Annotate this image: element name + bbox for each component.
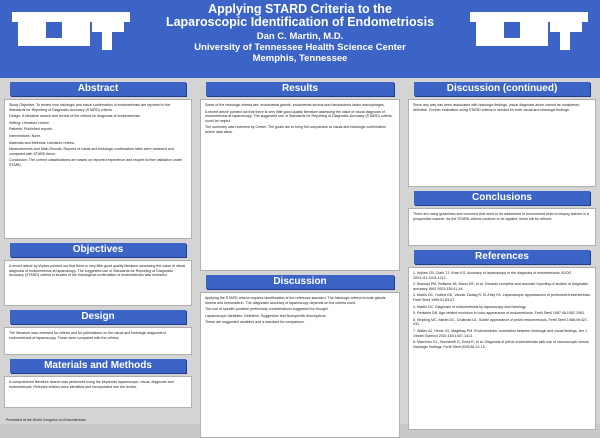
- discussion-para: The use of specific possible preliminary considerations suggested for thought.: [205, 307, 329, 312]
- poster-header: [0, 0, 600, 78]
- column-right: [408, 82, 596, 430]
- conclusions-panel: [408, 208, 596, 246]
- abstract-panel: [4, 99, 192, 239]
- author-name: Dan C. Martin, M.D.: [256, 31, 344, 42]
- references-panel: [408, 267, 596, 430]
- poster-footer: Presented at the World Congress on Endometriosis: [6, 418, 86, 422]
- abstract-para: Study Objective: To review how histologic and visual confirmation of endometriosis are reported in the Standards for Reporting of Diagnostic Accuracy (STARD) criteria.: [9, 103, 171, 112]
- reference-item: 1. Wykes CB, Clark TJ, Khan KS. Accuracy of laparoscopy in the diagnosis of endometriosis. BJOG 2004;111:1204-1212.: [413, 271, 572, 280]
- results-heading: Results: [206, 82, 394, 96]
- poster-title-line1: Applying STARD Criteria to the: [208, 2, 392, 16]
- discussion-heading: Discussion: [206, 275, 394, 289]
- abstract-para: Interventions: None.: [9, 133, 42, 138]
- abstract-para: Setting: Literature review.: [9, 120, 50, 125]
- abstract-para: Materials and Methods: Literature review.: [9, 140, 75, 145]
- conclusions-text: There are many guidelines and concerns that need to be addressed to recommend when to biopsy lesions in a prospective manner. As the STARD criteria continue to be applied, these will be refined.: [413, 212, 589, 221]
- reference-item: 6. Stripling MC, Martin DC, Chatman DL. Subtle appearance of pelvic endometriosis. Fertil Steril 1988;49:427-431.: [413, 317, 588, 327]
- results-para: Some of the histologic criteria are: endometrial glands, endometrial stroma and hemosiderin-laden macrophages.: [205, 103, 385, 107]
- materials-panel: [4, 376, 192, 408]
- abstract-para: Patients: Published reports.: [9, 127, 53, 132]
- objectives-heading: Objectives: [10, 243, 186, 257]
- design-panel: [4, 327, 192, 355]
- reference-item: 4. Martin DC. Diagnosis of endometriosis by laparoscopy and histology.: [413, 304, 527, 309]
- reference-item: 8. Marchino GL, Gennarelli G, Enria R, et al. Diagnosis of pelvic endometriosis with use of macroscopic versus histologic findings. Fertil Steril 2005;84:12-15.: [413, 340, 589, 349]
- conclusions-heading: Conclusions: [414, 191, 590, 205]
- poster-title-line2: Laparoscopic Identification of Endometriosis: [165, 15, 435, 29]
- abstract-para: Conclusion: The current classifications are based on reported experience and require further validation under STARD.: [9, 158, 183, 167]
- discussion-para: These are suggested variables and a standard for comparison.: [205, 320, 305, 325]
- discussion-panel: [200, 292, 400, 438]
- references-heading: References: [414, 250, 590, 264]
- column-middle: [200, 82, 400, 438]
- location: Memphis, Tennessee: [252, 53, 348, 64]
- discussion-continued-heading: Discussion (continued): [414, 82, 590, 96]
- column-left: [4, 82, 192, 408]
- reference-item: 2. Bossuyt PM, Reitsma JB, Bruns DE, et al. Towards complete and accurate reporting of studies of diagnostic accuracy. BMJ 2003;326:41-44.: [413, 282, 589, 291]
- discussion-continued-panel: [408, 99, 596, 187]
- reference-item: 7. Walter AJ, Hentz JG, Magtibay PM. Endometriosis: correlation between histologic and visual findings. Am J Obstet Gynecol 2001;184:1407-1413.: [413, 328, 587, 338]
- reference-item: 5. Redwine DB. Age-related evolution in color appearance of endometriosis. Fertil Steril 1987;48:1062-1063.: [413, 311, 586, 316]
- ut-logo-right: [470, 6, 588, 52]
- results-para: The summary was reviewed by Center. The goals are to bring full comparison to visual and histologic confirmation where data allow.: [205, 125, 386, 134]
- objectives-text: A recent article by Wykes pointed out that there is very little good quality literature assessing the value of visual diagnosis of endometriosis at laparoscopy. The suggested use of Standards for Reporting of Diagnostic Accuracy (STARD) criteria in studies of the histological confirmation of endometriosis was reviewed.: [9, 264, 186, 278]
- ut-logo-left: [12, 6, 130, 52]
- abstract-para: Measurements and Main Results: Reports of visual and histologic confirmation rates were reviewed and compared with STARD items.: [9, 147, 174, 156]
- design-text: The literature was reviewed for criteria and for publications on the visual and histologic diagnosis of endometriosis at laparoscopy. These were compared with the criteria.: [9, 331, 167, 340]
- discussion-continued-text: Since any way has been associated with histologic findings, visual diagnosis alone cannot be considered definitive. Further evaluation using STARD criteria is needed for both visual and histologic findings.: [413, 103, 580, 112]
- discussion-para: Laparoscopic Variables: Definitive, Suggestive and Nonspecific descriptions.: [205, 313, 327, 318]
- abstract-para: Design: A literature search and review of the criteria for diagnosis of endometriosis.: [9, 114, 141, 119]
- results-para: A recent article pointed out that there is very little good quality literature assessing the value of visual diagnosis of endometriosis at laparoscopy. The suggested use of Standards for Reporting of Diagnostic Accuracy (STARD) criteria could be helpful.: [205, 109, 392, 123]
- materials-text: A computerized literature search was performed using the keywords laparoscopic, visual, diagnosis and endometriosis. Relevant articles were identified and incorporated into the review.: [9, 380, 174, 389]
- affiliation: University of Tennessee Health Science Center: [194, 42, 406, 53]
- materials-heading: Materials and Methods: [10, 359, 186, 373]
- reference-item: 3. Martin DC, Hubert GD, Vander Zwaag R, El-Zeky FA. Laparoscopic appearances of peritoneal endometriosis. Fertil Steril 1989;51:63-67.: [413, 293, 591, 302]
- results-panel: [200, 99, 400, 271]
- title-block: [135, 3, 465, 64]
- design-heading: Design: [10, 310, 186, 324]
- abstract-heading: Abstract: [10, 82, 186, 96]
- objectives-panel: [4, 260, 192, 306]
- discussion-para: Applying the STARD criteria requires identification of the reference standard. The histologic criteria include glands, stroma and hemosiderin. The diagnostic accuracy of laparoscopy depends on the criteria used.: [205, 296, 387, 305]
